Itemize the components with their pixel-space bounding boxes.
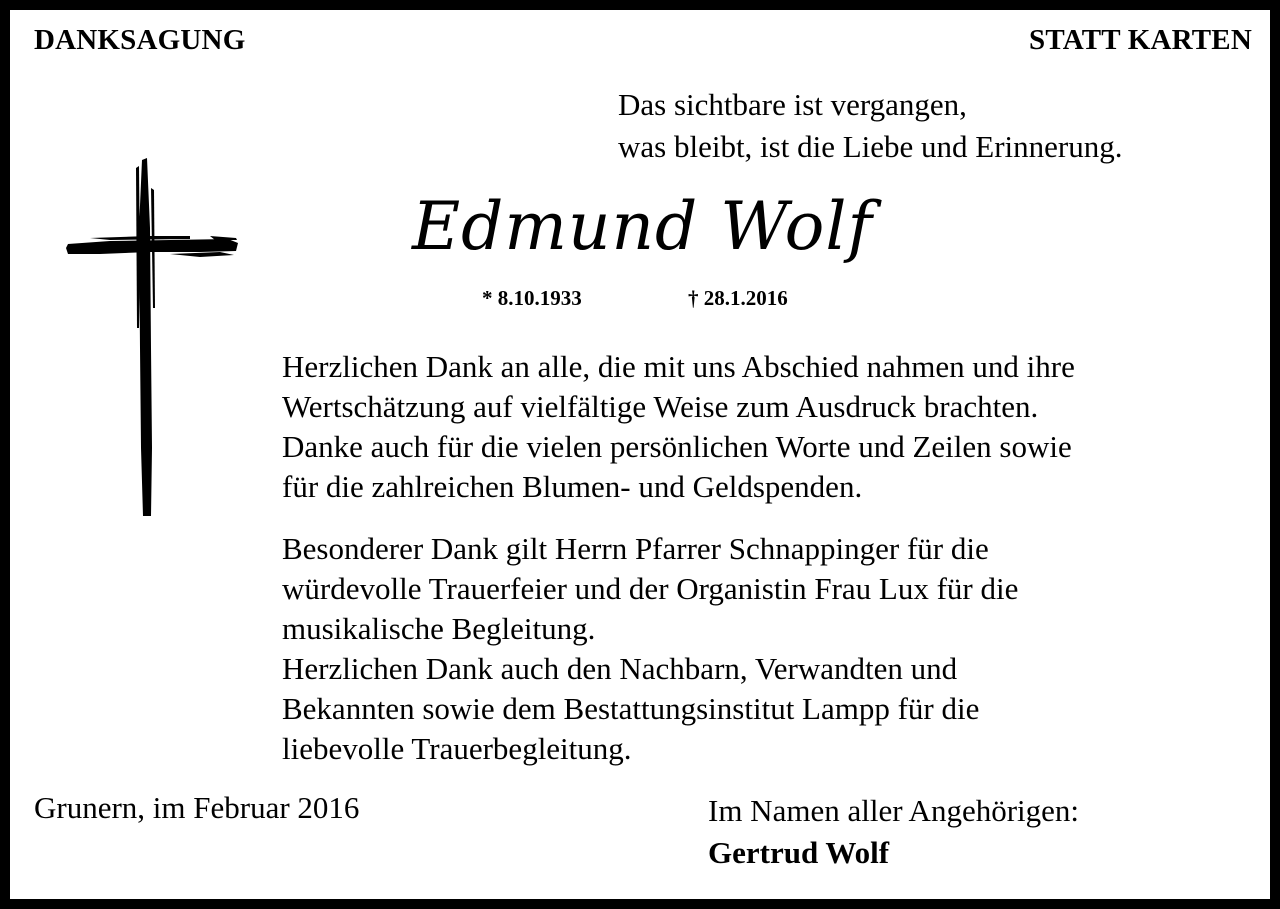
on-behalf-label: Im Namen aller Angehörigen:: [708, 793, 1080, 828]
text-line: Herzlichen Dank auch den Nachbarn, Verwandten und: [282, 651, 958, 686]
place-and-date: Grunern, im Februar 2016: [34, 790, 360, 825]
cross-icon: [50, 148, 240, 518]
signer-name: Gertrud Wolf: [708, 835, 890, 870]
motto: [618, 84, 1123, 168]
text-line: würdevolle Trauerfeier und der Organistin Frau Lux für die: [282, 571, 1019, 606]
text-line: Herzlichen Dank an alle, die mit uns Abschied nahmen und ihre: [282, 349, 1075, 384]
motto-line: was bleibt, ist die Liebe und Erinnerung.: [618, 129, 1123, 164]
text-line: musikalische Begleitung.: [282, 611, 596, 646]
motto-line: Das sichtbare ist vergangen,: [618, 87, 967, 122]
text-line: liebevolle Trauerbegleitung.: [282, 731, 632, 766]
thanks-paragraph-1: [282, 347, 1075, 507]
deceased-name: Edmund Wolf: [412, 188, 873, 265]
thanks-paragraph-2: [282, 529, 1018, 769]
text-line: für die zahlreichen Blumen- und Geldspenden.: [282, 469, 863, 504]
header-danksagung: DANKSAGUNG: [34, 24, 246, 56]
birth-date: * 8.10.1933: [482, 286, 582, 310]
text-line: Danke auch für die vielen persönlichen Worte und Zeilen sowie: [282, 429, 1072, 464]
death-date: † 28.1.2016: [688, 286, 788, 310]
text-line: Bekannten sowie dem Bestattungsinstitut Lampp für die: [282, 691, 980, 726]
header-statt-karten: STATT KARTEN: [1029, 24, 1252, 56]
text-line: Wertschätzung auf vielfältige Weise zum Ausdruck brachten.: [282, 389, 1039, 424]
signature-block: [708, 790, 1079, 874]
text-line: Besonderer Dank gilt Herrn Pfarrer Schnappinger für die: [282, 531, 989, 566]
